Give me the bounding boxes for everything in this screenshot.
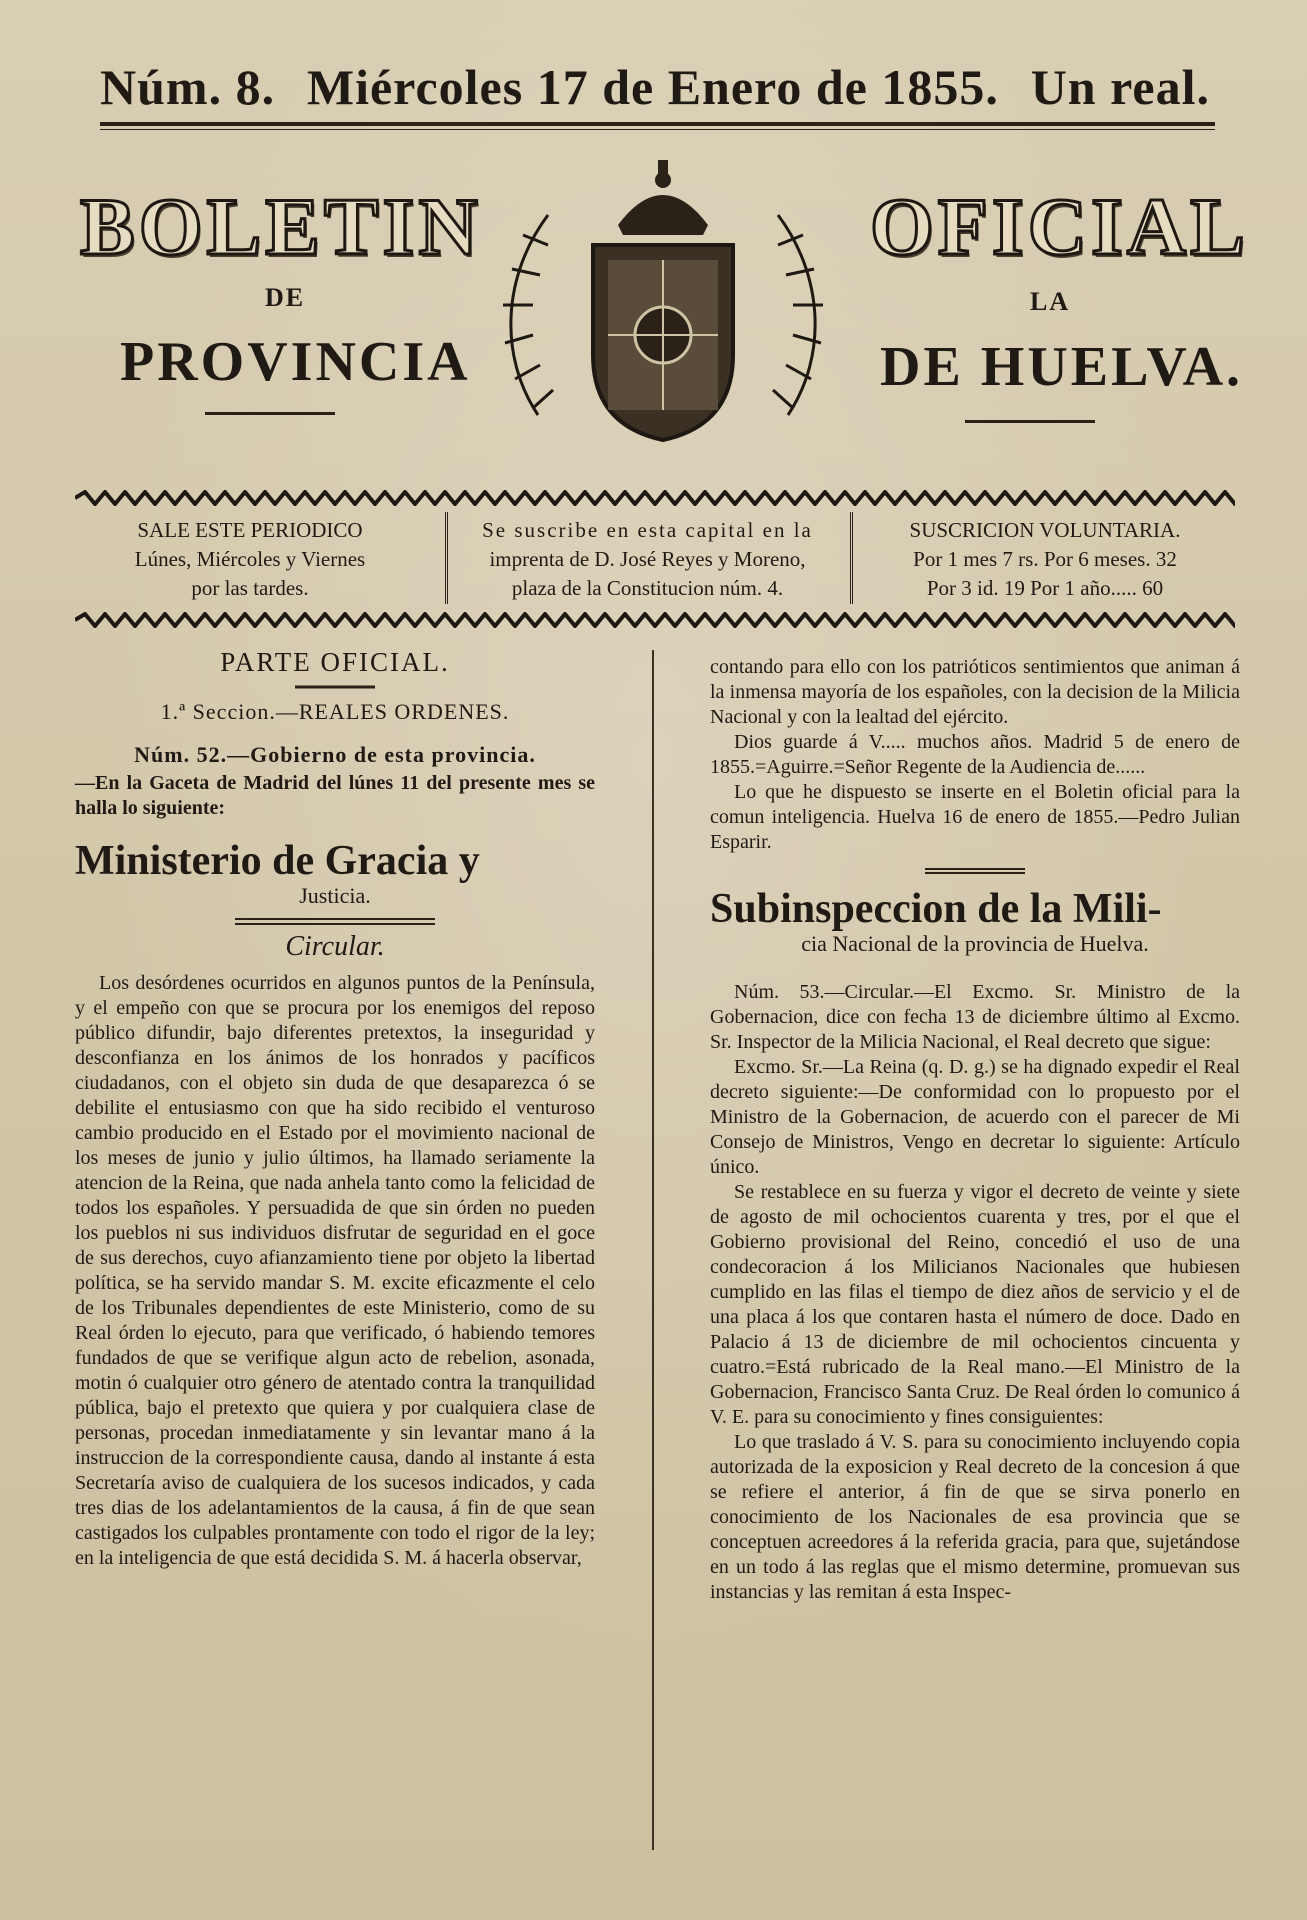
zigzag-border-bottom <box>75 612 1235 628</box>
info-separator-left <box>445 512 456 604</box>
title-flourish-left <box>205 412 335 415</box>
subinspeccion-heading-cont: cia Nacional de la provincia de Huelva. <box>801 931 1149 956</box>
subsection-title: 1.ª Seccion.—REALES ORDENES. <box>160 699 510 724</box>
ornament-rule <box>295 683 375 691</box>
left-column <box>75 647 595 1571</box>
masthead-rule-thin <box>100 129 1215 130</box>
info-left-line-3: por las tardes. <box>191 576 309 600</box>
intro-paragraph: —En la Gaceta de Madrid del lúnes 11 del presente mes se halla lo siguiente: <box>75 772 595 819</box>
info-band <box>75 490 1235 630</box>
issue-number: Núm. 8. <box>100 59 276 115</box>
publication-paragraph: Lo que he dispuesto se inserte en el Boletin oficial para la comun inteligencia. Huelva 16 de enero de 1855.—Pedro Julian Esparir. <box>710 781 1240 853</box>
subinspeccion-heading: Subinspeccion de la Mili- <box>710 886 1162 932</box>
zigzag-border-top <box>75 490 1235 506</box>
title-la: LA <box>1030 287 1071 316</box>
issue-date: Miércoles 17 de Enero de 1855. <box>306 59 999 115</box>
info-center-line-3: plaza de la Constitucion núm. 4. <box>511 576 784 600</box>
info-center-line-1: Se suscribe en esta capital en la <box>482 518 813 542</box>
info-center-line-2: imprenta de D. José Reyes y Moreno, <box>489 547 806 571</box>
title-provincia: PROVINCIA <box>120 331 471 393</box>
issue-price: Un real. <box>1030 59 1210 115</box>
title-de-huelva: DE HUELVA. <box>880 336 1244 398</box>
restoration-paragraph: Se restablece en su fuerza y vigor el decreto de veinte y siete de agosto de mil ochocientos cuarenta y tres, por el que el Gobierno provisional del Reino, concedió el uso de una condecoracion á los Milicianos Nacionales que hubiesen cumplido en las filas el tiempo de diez años de servicio y el de una placa á los que contaren hasta el número de doce. Dado en Palacio á 13 de diciembre de mil ochocientos cincuenta y cuatro.=Está rubricado de la Real mano.—El Ministro de la Gobernacion, Francisco Santa Cruz. De Real órden lo comunico á V. E. para su conocimiento y fines consiguientes: <box>710 1181 1240 1428</box>
info-subscription-place <box>460 516 835 603</box>
title-de: DE <box>265 283 306 312</box>
closing-paragraph: Dios guarde á V..... muchos años. Madrid 5 de enero de 1855.=Aguirre.=Señor Regente de la Audiencia de...... <box>710 731 1240 778</box>
royal-decree-paragraph: Excmo. Sr.—La Reina (q. D. g.) se ha dignado expedir el Real decreto siguiente:—De conformidad con lo propuesto por el Ministro de la Gobernacion, de acuerdo con el parecer de Mi Consejo de Ministros, Vengo en decretar lo siguiente: Artículo único. <box>710 1056 1240 1178</box>
section-title: PARTE OFICIAL. <box>220 647 450 677</box>
ministry-heading: Ministerio de Gracia y <box>75 838 480 884</box>
item-heading: Núm. 52.—Gobierno de esta provincia. <box>134 742 536 767</box>
masthead-line <box>100 58 1210 116</box>
title-boletin: BOLETIN <box>80 181 482 272</box>
ornament-double-rule <box>235 916 435 926</box>
title-oficial: OFICIAL <box>870 181 1249 272</box>
info-prices <box>865 516 1225 603</box>
continuation-paragraph: contando para ello con los patrióticos sentimientos que animan á la inmensa mayoría de los españoles, con la decision de la Milicia Nacional y con la lealtad del ejército. <box>710 656 1240 728</box>
right-column <box>710 655 1240 1605</box>
circular-body: Los desórdenes ocurridos en algunos puntos de la Península, y el empeño con que se procura por los enemigos del reposo público difundir, bajo diferentes pretextos, la inseguridad y desconfianza en los ánimos de los honrados y pacíficos ciudadanos, con el objeto sin duda de que desaparezca ó se debilite el entusiasmo con que ha sido recibido el venturoso cambio producido en el Estado por el movimiento nacional de los meses de junio y julio últimos, ha llamado seriamente la atencion de la Reina, que nada anhela tanto como la felicidad de todos los españoles. Y persuadida de que sin órden no pueden los pueblos ni sus individuos disfrutar de seguridad en el goce de sus derechos, cuyo afianzamiento tiene por objeto la libertad política, se ha servido mandar S. M. excite eficazmente el celo de los Tribunales dependientes de este Ministerio, como de su Real órden lo ejecuto, para que verificado, ó habiendo temores fundados de que se verifique algun acto de rebelion, asonada, motin ó cualquier otro género de atentado contra la tranquilidad pública, bajo el pretexto que quiera y por cualquiera clase de personas, procedan inmediatamente y sin levantar mano á la instruccion de la correspondiente causa, dando al instante á esta Secretaría aviso de cualquiera de los sucesos indicados, y cada tres dias de los adelantamientos de la causa, á fin de que sean castigados los culpables prontamente con todo el rigor de la ley; en la inteligencia de que está decidida S. M. á hacerla observar, <box>75 972 595 1569</box>
info-right-line-2: Por 1 mes 7 rs. Por 6 meses. 32 <box>913 547 1177 571</box>
info-right-line-1: SUSCRICION VOLUNTARIA. <box>909 518 1181 542</box>
transfer-paragraph: Lo que traslado á V. S. para su conocimiento incluyendo copia autorizada de la exposicion y Real decreto de la concesion á que se refiere el anterior, á fin de que se sirva ponerlo en conocimiento de los Nacionales de esa provincia que se conceptuen acreedores á la referida gracia, para que, sujetándose en un todo á las reglas que el mismo determine, promuevan sus instancias y las remitan á esta Inspec- <box>710 1431 1240 1603</box>
info-left-line-2: Lúnes, Miércoles y Viernes <box>134 547 366 571</box>
ornament-short-rule <box>925 867 1025 875</box>
column-divider <box>652 650 654 1850</box>
circular-heading: Circular. <box>285 931 385 962</box>
info-right-line-3: Por 3 id. 19 Por 1 año..... 60 <box>926 576 1164 600</box>
ministry-heading-cont: Justicia. <box>299 883 371 908</box>
info-left-line-1: SALE ESTE PERIODICO <box>137 518 363 542</box>
info-schedule <box>85 516 415 603</box>
info-separator-right <box>850 512 861 604</box>
royal-crest-icon <box>478 155 848 455</box>
masthead-rule <box>100 122 1215 126</box>
circular-53-paragraph: Núm. 53.—Circular.—El Excmo. Sr. Ministro de la Gobernacion, dice con fecha 13 de diciembre último al Excmo. Sr. Inspector de la Milicia Nacional, el Real decreto que sigue: <box>710 981 1240 1053</box>
title-flourish-right <box>965 420 1095 423</box>
